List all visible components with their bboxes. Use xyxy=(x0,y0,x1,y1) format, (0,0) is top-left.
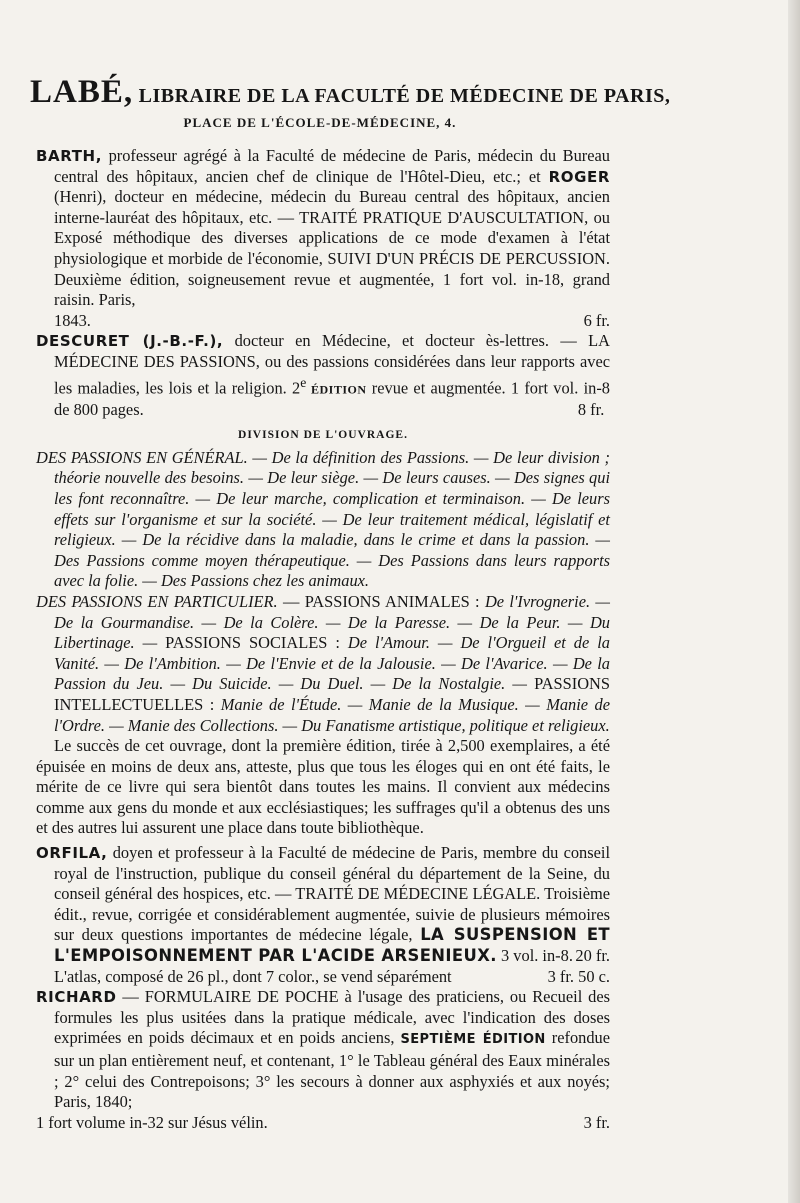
entry-descuret xyxy=(36,331,611,420)
passions-animales-list: De l'Ivrognerie. — De la Gourmandise. — De la Colère. — De la Paresse. — De la Peur. — Du Libertinage. — xyxy=(54,591,611,653)
author-richard: RICHARD xyxy=(36,988,117,1007)
descuret-text-2: revue et augmentée. 1 fort vol. in-8 de 800 pages. xyxy=(54,378,610,419)
richard-text-1: — FORMULAIRE DE POCHE à l'usage des praticiens, ou Recueil des formules les plus usitées dans la pratique médicale, avec l'indication des doses exprimées en poids décimaux et en poids anciens, xyxy=(54,987,610,1048)
richard-price: 3 fr. xyxy=(583,1112,610,1132)
orfila-atlas-line xyxy=(54,967,610,988)
barth-price: 6 fr. xyxy=(583,310,610,330)
passions-particulier-lead: DES PASSIONS EN PARTICULIER. xyxy=(36,591,278,611)
descuret-edition: ÉDITION xyxy=(306,382,367,396)
passions-intellectuelles-label: PASSIONS INTELLECTUELLES : xyxy=(54,674,610,714)
passions-sociales-label: PASSIONS SOCIALES : xyxy=(165,633,348,653)
richard-text-2: refondue sur un plan entièrement neuf, et contenant, 1° le Tableau général des Eaux minérales ; 2° celui des Contrepoisons; 3° les secours à donner aux asphyxiés et aux noyés; Paris, 1840; xyxy=(54,1028,610,1112)
catalogue-body xyxy=(36,146,610,1133)
passions-intellectuelles-list: Manie de l'Étude. — Manie de la Musique. — Manie de l'Ordre. — Manie des Collections. — Du Fanatisme artistique, politique et religieux. xyxy=(54,694,610,735)
publisher-description: LIBRAIRE DE LA FACULTÉ DE MÉDECINE DE PARIS, xyxy=(133,85,671,107)
descuret-text-1: docteur en Médecine, et docteur ès-lettres. — LA MÉDECINE DES PASSIONS, ou des passions considérées dans leur rapports avec les maladies, les lois et la religion. 2 xyxy=(54,331,611,397)
barth-text-2: (Henri), docteur en médecine, médecin du Bureau central des hôpitaux, ancien interne-lauréat des hôpitaux, etc. — TRAITÉ PRATIQUE D'AUSCULTATION, ou Exposé méthodique des diverses applications de ce mode d'examen à l'état physiologique et morbide de l'économie, SUIVI D'UN PRÉCIS DE PERCUSSION. Deuxième édition, soigneusement revue et augmentée, 1 fort vol. in-18, grand raisin. Paris, xyxy=(54,187,610,310)
passions-sociales-list: De l'Amour. — De l'Orgueil et de la Vanité. — De l'Ambition. — De l'Envie et de la Jalousie. — De l'Avarice. — De la Passion du Jeu. — Du Suicide. — Du Duel. — De la Nostalgie. — xyxy=(54,633,610,694)
orfila-volumes: 3 vol. in-8. xyxy=(496,946,573,966)
orfila-emphasis: LA SUSPENSION ET L'EMPOISONNEMENT PAR L'ACIDE ARSENIEUX. xyxy=(54,925,610,966)
orfila-price: 20 fr. xyxy=(575,946,610,966)
richard-edition: SEPTIÈME ÉDITION xyxy=(400,1032,546,1048)
passions-general: DES PASSIONS EN GÉNÉRAL. — De la définition des Passions. — De leur division ; théorie nouvelle des besoins. — De leur siège. — De leurs causes. — Des signes qui les font reconnaître. — De leur marche, complication et terminaison. — De leurs effets sur l'organisme et sur la société. — De leur traitement médical, législatif et religieux. — De la récidive dans la maladie, dans le crime et dans la passion. — Des Passions comme moyen thérapeutique. — Des Passions dans leurs rapports avec la folie. — Des Passions chez les animaux. xyxy=(36,447,610,591)
orfila-atlas-price: 3 fr. 50 c. xyxy=(547,966,610,986)
entry-orfila xyxy=(36,843,610,967)
descuret-price: 8 fr. xyxy=(577,399,605,419)
barth-text-1: professeur agrégé à la Faculté de médecine de Paris, médecin du Bureau central des hôpitaux, ancien chef de clinique de l'Hôtel-Dieu, etc.; et xyxy=(54,146,610,186)
entry-richard xyxy=(36,987,610,1113)
passions-particulier xyxy=(36,591,611,736)
division-heading: DIVISION DE L'OUVRAGE. xyxy=(238,429,408,442)
richard-last: 1 fort volume in-32 sur Jésus vélin. xyxy=(36,1112,268,1132)
barth-price-line xyxy=(54,311,610,332)
entry-barth xyxy=(36,146,610,311)
author-roger: ROGER xyxy=(548,167,610,186)
page-edge-shadow xyxy=(788,0,800,1203)
publisher-title xyxy=(30,74,671,111)
orfila-atlas: L'atlas, composé de 26 pl., dont 7 color., se vend séparément xyxy=(54,966,452,986)
publisher-name: LABÉ, xyxy=(30,74,134,110)
publisher-address: PLACE DE L'ÉCOLE-DE-MÉDECINE, 4. xyxy=(183,115,457,130)
author-orfila: ORFILA, xyxy=(36,844,108,863)
richard-price-line xyxy=(36,1113,610,1134)
page-header xyxy=(30,74,671,131)
barth-year: 1843. xyxy=(54,310,91,330)
descuret-edition-sup: e xyxy=(300,374,307,390)
author-barth: BARTH, xyxy=(36,147,103,165)
author-descuret: DESCURET (J.-B.-F.), xyxy=(36,332,224,351)
orfila-text-1: doyen et professeur à la Faculté de médecine de Paris, membre du conseil royal de l'instruction, publique du conseil général du département de la Seine, du conseil général des hospices, etc. — TRAITÉ DE MÉDECINE LÉGALE. Troisième édit., revue, corrigée et considérablement augmentée, suivie de plusieurs mémoires sur deux questions importantes de médecine légale, xyxy=(54,843,610,945)
passions-animales-label: — PASSIONS ANIMALES : xyxy=(277,591,485,611)
succes-paragraph: Le succès de cet ouvrage, dont la première édition, tirée à 2,500 exemplaires, a été épuisée en moins de deux ans, atteste, plus que tous les éloges qui en ont été faits, le mérite de ce livre qui sera bientôt dans toutes les mains. Il convient aux médecins comme aux gens du monde et aux ecclésiastiques; les suffrages qu'il a obtenus des uns et des autres lui assurent une place dans toute bibliothèque. xyxy=(36,736,610,838)
